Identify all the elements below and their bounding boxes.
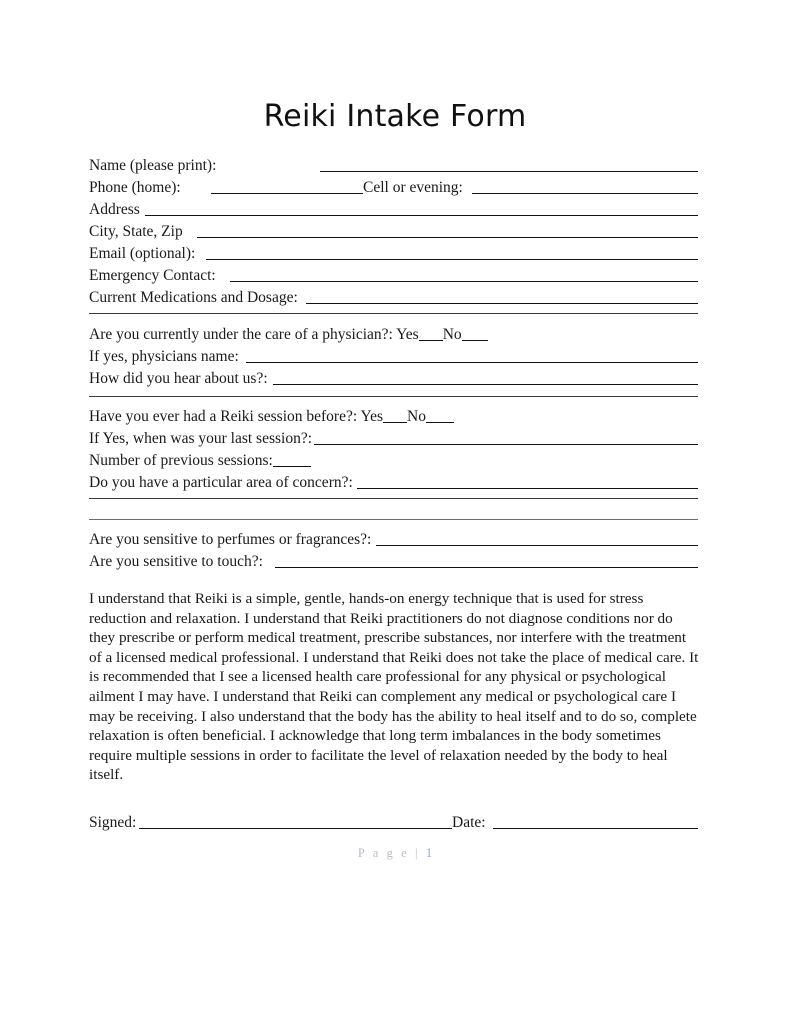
reiki-section-separator xyxy=(89,396,698,397)
last-session-input-line[interactable] xyxy=(314,444,698,445)
footer-page-number: 1 xyxy=(425,846,433,860)
address-label: Address xyxy=(89,201,140,218)
emergency-contact-label: Emergency Contact: xyxy=(89,267,216,284)
footer-page-word: P a g e xyxy=(357,846,416,860)
touch-sensitivity-label: Are you sensitive to touch?: xyxy=(89,553,263,570)
physician-name-input-line[interactable] xyxy=(246,362,698,363)
city-state-zip-label: City, State, Zip xyxy=(89,223,183,240)
form-row-email xyxy=(89,243,698,264)
physician-no-blank[interactable] xyxy=(462,327,488,341)
prior-session-label: Have you ever had a Reiki session before?: Yes xyxy=(89,408,383,425)
email-input-line[interactable] xyxy=(206,259,698,260)
email-label: Email (optional): xyxy=(89,245,196,262)
footer-separator: | xyxy=(415,846,426,860)
signed-label: Signed: xyxy=(89,814,137,831)
area-of-concern-label: Do you have a particular area of concern?: xyxy=(89,474,353,491)
hear-about-us-label: How did you hear about us?: xyxy=(89,370,268,387)
physician-care-label: Are you currently under the care of a physician?: Yes xyxy=(89,326,419,343)
date-label: Date: xyxy=(452,814,486,831)
phone-home-input-line[interactable] xyxy=(211,193,363,194)
touch-sensitivity-input-line[interactable] xyxy=(275,567,698,568)
prior-session-no-label: No xyxy=(407,408,426,425)
form-row-physician-care xyxy=(89,324,698,345)
physician-name-label: If yes, physicians name: xyxy=(89,348,239,365)
medications-input-line[interactable] xyxy=(306,303,698,304)
name-label: Name (please print): xyxy=(89,157,217,174)
hear-about-us-input-line[interactable] xyxy=(273,384,698,385)
form-row-previous-sessions xyxy=(89,450,698,471)
area-of-concern-input-line[interactable] xyxy=(357,488,698,489)
medications-label: Current Medications and Dosage: xyxy=(89,289,298,306)
area-of-concern-continuation-line-1[interactable] xyxy=(89,498,698,499)
form-row-prior-session xyxy=(89,406,698,427)
previous-sessions-input-line[interactable] xyxy=(273,453,311,467)
form-row-medications xyxy=(89,287,698,308)
emergency-contact-input-line[interactable] xyxy=(230,281,698,282)
address-input-line[interactable] xyxy=(145,215,698,216)
page-title: Reiki Intake Form xyxy=(263,99,527,134)
form-row-phone xyxy=(89,177,698,198)
consent-paragraph: I understand that Reiki is a simple, gentle, hands-on energy technique that is used for stress reduction and relaxation. I understand that Reiki practitioners do not diagnose conditions nor do they prescribe or perform medical treatment, prescribe substances, nor interfere with the treatment of a licensed medical professional. I understand that Reiki does not take the place of medical care. It is recommended that I see a licensed health care professional for any physical or psychological ailment I may have. I understand that Reiki can complement any medical or psychological care I may be receiving. I also understand that the body has the ability to heal itself and to do so, complete relaxation is often beneficial. I acknowledge that long term imbalances in the body sometimes require multiple sessions in order to facilitate the level of relaxation needed by the body to heal itself. xyxy=(89,590,699,784)
form-row-city-state-zip xyxy=(89,221,698,242)
perfume-sensitivity-input-line[interactable] xyxy=(376,545,698,546)
form-row-touch-sensitivity xyxy=(89,551,698,572)
form-row-perfume-sensitivity xyxy=(89,529,698,550)
prior-session-yes-blank[interactable] xyxy=(383,409,407,423)
physician-no-label: No xyxy=(442,326,462,343)
city-state-zip-input-line[interactable] xyxy=(197,237,698,238)
physician-yes-blank[interactable] xyxy=(419,327,443,341)
cell-evening-input-line[interactable] xyxy=(472,193,698,194)
date-input-line[interactable] xyxy=(493,828,698,829)
cell-evening-label: Cell or evening: xyxy=(363,179,463,196)
form-row-name xyxy=(89,155,698,176)
signed-input-line[interactable] xyxy=(139,828,452,829)
form-row-hear-about-us xyxy=(89,368,698,389)
form-row-address xyxy=(89,199,698,220)
signature-row xyxy=(89,812,698,834)
medications-continuation-line[interactable] xyxy=(89,313,698,314)
form-row-physician-name xyxy=(89,346,698,367)
page-footer xyxy=(0,846,790,861)
prior-session-no-blank[interactable] xyxy=(426,409,454,423)
form-row-area-of-concern xyxy=(89,472,698,493)
area-of-concern-continuation-line-2[interactable] xyxy=(89,519,698,520)
previous-sessions-label: Number of previous sessions: xyxy=(89,452,273,469)
phone-home-label: Phone (home): xyxy=(89,179,181,196)
perfume-sensitivity-label: Are you sensitive to perfumes or fragrances?: xyxy=(89,531,372,548)
form-row-emergency-contact xyxy=(89,265,698,286)
name-input-line[interactable] xyxy=(320,171,698,172)
last-session-label: If Yes, when was your last session?: xyxy=(89,430,313,447)
form-row-last-session xyxy=(89,428,698,449)
